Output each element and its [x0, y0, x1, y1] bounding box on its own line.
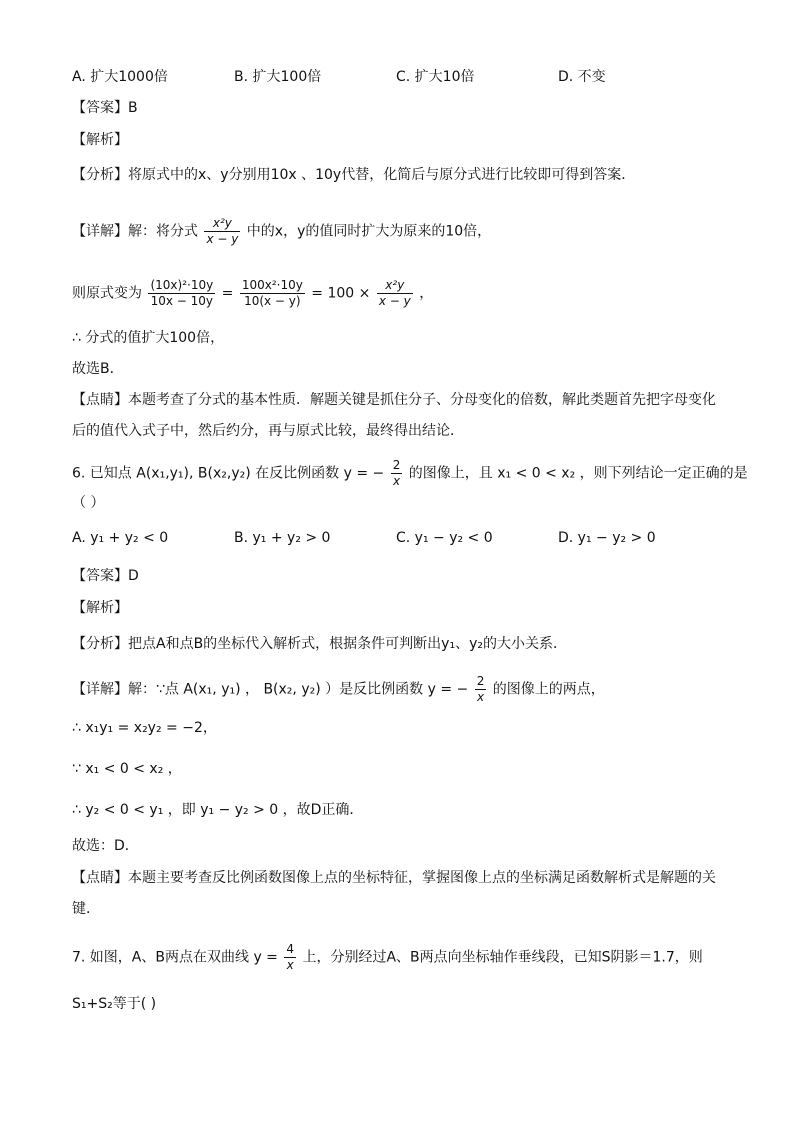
- q5-fenxi: 【分析】将原式中的x、y分别用10x 、10y代替，化简后与原分式进行比较即可得到答案．: [72, 167, 636, 183]
- q5-fraction: [204, 216, 240, 247]
- q6-dianjing-line1: 【点睛】本题主要考查反比例函数图像上点的坐标特征，掌握图像上点的坐标满足函数解析式是解题的关: [72, 870, 716, 886]
- q6-option-d: D. y₁ − y₂ > 0: [558, 530, 656, 546]
- q6-choose: 故选：D．: [72, 838, 139, 854]
- q5-option-c: C. 扩大10倍: [396, 69, 475, 85]
- q6-xiangjie-fraction-numerator: 2: [476, 674, 485, 688]
- q5-transform-fraction-1: [148, 278, 215, 309]
- q6-xiangjie-fraction: [475, 674, 487, 705]
- q5-therefore: ∴ 分式的值扩大100倍，: [72, 330, 225, 346]
- q6-xiangjie-fraction-denominator: x: [476, 690, 485, 704]
- q5-transform: [72, 278, 433, 309]
- q5-fraction-numerator: x²y: [204, 216, 240, 232]
- q5-dianjing-line2: 后的值代入式子中，然后约分，再与原式比较，最终得出结论．: [72, 423, 464, 439]
- q5-t1-numerator: (10x)²·10y: [150, 278, 214, 292]
- q6-stem-b: 的图像上，且 x₁ < 0 < x₂ ，则下列结论一定正确的是: [408, 465, 748, 482]
- q5-option-d: D. 不变: [558, 69, 606, 85]
- q7-stem-b: 上，分别经过A、B两点向坐标轴作垂线段，已知S阴影＝1.7，则: [302, 949, 703, 966]
- q7-stem-line2: S₁+S₂等于( ): [72, 996, 157, 1012]
- q6-stem-paren: （ ）: [72, 495, 105, 511]
- q6-option-c: C. y₁ − y₂ < 0: [396, 530, 493, 546]
- q7-fraction: [284, 942, 296, 973]
- q5-dianjing-line1: 【点睛】本题考查了分式的基本性质．解题关键是抓住分子、分母变化的倍数，解此类题首先把字母变化: [72, 392, 716, 408]
- q6-step2: ∵ x₁ < 0 < x₂ ，: [72, 761, 182, 777]
- q5-t3-numerator: x²y: [377, 278, 413, 294]
- q6-fraction-denominator: x: [392, 474, 401, 488]
- q5-t2-numerator: 100x²·10y: [241, 278, 303, 292]
- q6-stem: [72, 458, 748, 489]
- q5-choose: 故选B．: [72, 361, 124, 377]
- q6-answer: 【答案】D: [72, 568, 139, 584]
- q5-fraction-denominator: x − y: [206, 232, 239, 246]
- q6-fenxi: 【分析】把点A和点B的坐标代入解析式，根据条件可判断出y₁、y₂的大小关系．: [72, 636, 567, 652]
- q7-stem: [72, 942, 703, 973]
- q6-option-a: A. y₁ + y₂ < 0: [72, 530, 169, 546]
- q6-fraction-numerator: 2: [392, 458, 401, 472]
- q5-xiangjie: [72, 216, 491, 247]
- q6-step3: ∴ y₂ < 0 < y₁ ，即 y₁ − y₂ > 0 ，故D正确．: [72, 802, 364, 818]
- equals-sign: =: [221, 285, 234, 302]
- q5-t3-denominator: x − y: [378, 294, 411, 308]
- q7-stem-a: 7. 如图，A、B两点在双曲线 y =: [72, 949, 278, 966]
- q5-transform-fraction-2: [240, 278, 305, 309]
- comma: ，: [419, 285, 434, 302]
- q7-fraction-denominator: x: [286, 958, 294, 972]
- q5-transform-fraction-3: [377, 278, 413, 309]
- q5-option-b: B. 扩大100倍: [234, 69, 322, 85]
- q6-xiangjie-a: 【详解】解：∵点 A(x₁, y₁) ， B(x₂, y₂) ）是反比例函数 y = −: [72, 681, 469, 698]
- q6-xiangjie-b: 的图像上的两点，: [492, 681, 605, 698]
- q6-stem-a: 6. 已知点 A(x₁,y₁), B(x₂,y₂) 在反比例函数 y = −: [72, 465, 385, 482]
- q5-analysis-tag: 【解析】: [72, 132, 128, 148]
- q5-xiangjie-prefix: 【详解】解：将分式: [72, 223, 198, 240]
- q6-analysis-tag: 【解析】: [72, 600, 128, 616]
- q6-option-b: B. y₁ + y₂ > 0: [234, 530, 331, 546]
- q6-step1: ∴ x₁y₁ = x₂y₂ = −2，: [72, 720, 217, 736]
- q5-t2-denominator: 10(x − y): [244, 294, 301, 308]
- q6-fraction: [391, 458, 403, 489]
- q5-xiangjie-suffix: 中的x，y的值同时扩大为原来的10倍，: [246, 223, 492, 240]
- q5-transform-prefix: 则原式变为: [72, 285, 142, 302]
- q5-t3-mid: = 100 ×: [311, 285, 371, 302]
- q5-answer: 【答案】B: [72, 100, 138, 116]
- q5-t1-denominator: 10x − 10y: [150, 294, 214, 308]
- q6-xiangjie: [72, 674, 605, 705]
- q6-dianjing-line2: 键．: [72, 901, 100, 917]
- q7-fraction-numerator: 4: [286, 942, 294, 956]
- q5-option-a: A. 扩大1000倍: [72, 69, 168, 85]
